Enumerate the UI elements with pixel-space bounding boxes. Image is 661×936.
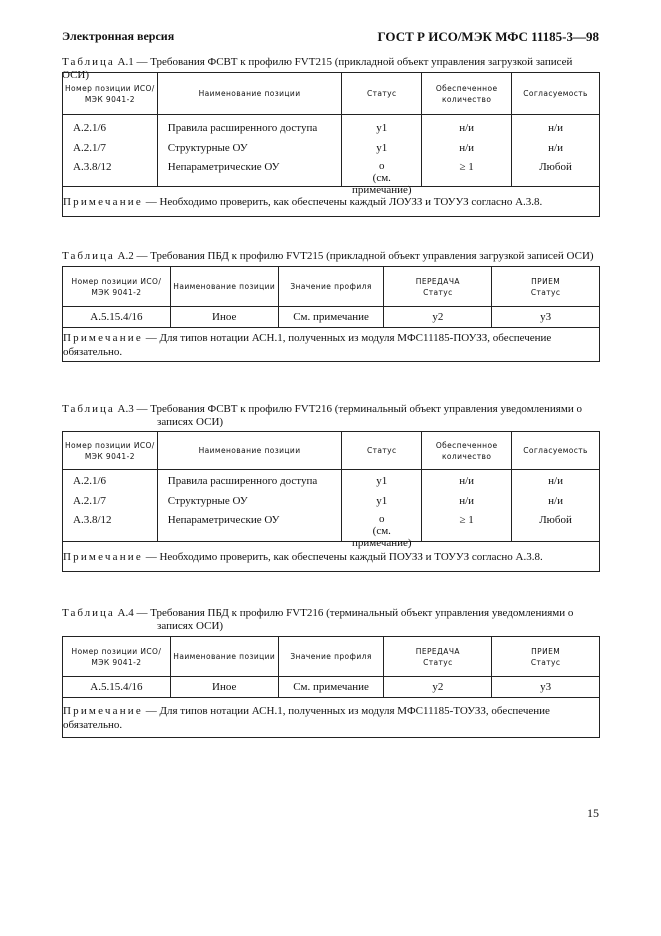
cell-conformance: н/и	[548, 122, 563, 134]
col-header-number: Номер позиции ИСО/МЭК 9041-2	[63, 267, 171, 307]
cell-status: о	[379, 160, 385, 172]
col-header-name: Наименование позиции	[157, 432, 342, 470]
table-a1	[62, 72, 600, 217]
cell-name: Иное	[170, 307, 278, 328]
table-a4	[62, 636, 600, 738]
cell-status: у1	[376, 475, 388, 487]
cell-quantity: н/и	[459, 475, 475, 487]
cell-quantity: ≥ 1	[459, 161, 474, 173]
cell-name: Иное	[170, 677, 278, 698]
cell-quantity: н/и	[459, 122, 475, 134]
col-header-status: Статус	[342, 432, 422, 470]
cell-transfer-status: у2	[384, 677, 492, 698]
header-transfer-status: Статус	[423, 287, 453, 297]
page-number: 15	[587, 806, 599, 820]
caption-text: A.1 — Требования ФСВТ к профилю FVT215 (прикладной объект управления загрузкой записей ОСИ)	[62, 56, 573, 81]
cell-value: См. примечание	[278, 307, 384, 328]
table-a4-note	[63, 698, 600, 738]
header-receive: ПРИЕМ	[531, 646, 561, 656]
note-label: Примечание	[63, 704, 143, 717]
cell-status: у1	[376, 122, 388, 134]
header-receive: ПРИЕМ	[531, 276, 561, 286]
cell-conformance: н/и	[548, 475, 563, 487]
col-header-number: Номер позиции ИСО/МЭК 9041-2	[63, 637, 171, 677]
col-header-receive	[492, 267, 600, 307]
table-row	[63, 677, 600, 698]
table-a3-caption	[62, 403, 602, 429]
col-header-quantity: Обеспеченное количество	[422, 73, 512, 115]
col-header-name: Наименование позиции	[157, 73, 342, 115]
cell-name: Правила расширенного доступа	[167, 475, 318, 487]
table-a1-note	[63, 187, 600, 217]
cell-conformance: Любой	[539, 161, 572, 173]
note-label: Примечание	[63, 550, 143, 563]
cell-value: См. примечание	[278, 677, 384, 698]
cell-name: Структурные ОУ	[167, 494, 248, 507]
col-header-name: Наименование позиции	[170, 637, 278, 677]
col-header-transfer	[384, 267, 492, 307]
header-transfer: ПЕРЕДАЧА	[415, 276, 460, 286]
col-header-number: Номер позиции ИСО/МЭК 9041-2	[63, 73, 158, 115]
header-transfer-status: Статус	[423, 657, 453, 667]
header-receive-status: Статус	[530, 287, 561, 297]
caption-continuation: записях ОСИ)	[157, 620, 224, 632]
cell-number: A.2.1/6	[73, 475, 106, 487]
cell-quantity: н/и	[459, 141, 475, 154]
cell-number: A.3.8/12	[73, 514, 112, 526]
cell-number: A.3.8/12	[73, 161, 112, 173]
cell-number: A.2.1/6	[73, 122, 106, 134]
col-header-conformance: Согласуемость	[512, 73, 600, 115]
table-a3	[62, 431, 600, 572]
cell-conformance: н/и	[548, 494, 563, 507]
cell-conformance: н/и	[548, 141, 563, 154]
table-a2	[62, 266, 600, 362]
cell-name: Правила расширенного доступа	[167, 122, 318, 134]
table-a3-note	[63, 542, 600, 572]
caption-continuation: записях ОСИ)	[157, 416, 224, 428]
caption-text: A.4 — Требования ПБД к профилю FVT216 (терминальный объект управления уведомлениями о	[114, 607, 574, 619]
cell-receive-status: у3	[492, 677, 600, 698]
cell-name: Непараметрические ОУ	[167, 161, 280, 173]
cell-number: A.2.1/7	[73, 494, 106, 507]
cell-receive-status: у3	[492, 307, 600, 328]
col-header-value: Значение профиля	[278, 267, 384, 307]
header-transfer: ПЕРЕДАЧА	[415, 646, 460, 656]
table-a4-caption	[62, 607, 602, 633]
note-text: — Для типов нотации АСН.1, полученных из модуля МФС11185-ПОУЗЗ, обеспечение обязательно.	[63, 331, 552, 358]
header-right: ГОСТ Р ИСО/МЭК МФС 11185-3—98	[377, 29, 599, 44]
table-a2-note	[63, 328, 600, 362]
note-text: — Необходимо проверить, как обеспечены каждый ЛОУЗЗ и ТОУУЗ согласно A.3.8.	[142, 195, 543, 208]
cell-status-note: (см. примечание)	[352, 172, 412, 196]
cell-number: A.5.15.4/16	[63, 677, 171, 698]
caption-label: Таблица	[62, 607, 115, 619]
col-header-number: Номер позиции ИСО/МЭК 9041-2	[63, 432, 158, 470]
table-a2-caption	[62, 250, 602, 263]
cell-status: у1	[376, 141, 388, 154]
cell-number: A.5.15.4/16	[63, 307, 171, 328]
col-header-conformance: Согласуемость	[512, 432, 600, 470]
note-label: Примечание	[63, 331, 143, 344]
cell-conformance: Любой	[539, 514, 572, 526]
note-label: Примечание	[63, 195, 143, 208]
note-text: — Необходимо проверить, как обеспечены каждый ПОУЗЗ и ТОУУЗ согласно A.3.8.	[142, 550, 543, 563]
col-header-value: Значение профиля	[278, 637, 384, 677]
caption-label: Таблица	[62, 56, 115, 68]
cell-status: у1	[376, 494, 388, 507]
table-row	[63, 307, 600, 328]
col-header-name: Наименование позиции	[170, 267, 278, 307]
cell-name: Непараметрические ОУ	[167, 514, 280, 526]
cell-quantity: н/и	[459, 494, 475, 507]
col-header-transfer	[384, 637, 492, 677]
header-receive-status: Статус	[530, 657, 561, 667]
caption-label: Таблица	[62, 250, 115, 262]
note-text: — Для типов нотации АСН.1, полученных из модуля МФС11185-ТОУЗЗ, обеспечение обязательно.	[63, 704, 550, 731]
caption-text: A.2 — Требования ПБД к профилю FVT215 (прикладной объект управления загрузкой записей ОСИ)	[114, 250, 594, 262]
cell-name: Структурные ОУ	[167, 141, 248, 154]
cell-status: о	[379, 513, 385, 525]
cell-status-note: (см. примечание)	[352, 525, 412, 549]
cell-transfer-status: у2	[384, 307, 492, 328]
caption-text: A.3 — Требования ФСВТ к профилю FVT216 (терминальный объект управления уведомлениями о	[114, 403, 582, 415]
cell-number: A.2.1/7	[73, 141, 106, 154]
col-header-status: Статус	[342, 73, 422, 115]
caption-label: Таблица	[62, 403, 115, 415]
col-header-receive	[492, 637, 600, 677]
col-header-quantity: Обеспеченное количество	[422, 432, 512, 470]
cell-quantity: ≥ 1	[459, 514, 474, 526]
header-left: Электронная версия	[62, 29, 175, 43]
